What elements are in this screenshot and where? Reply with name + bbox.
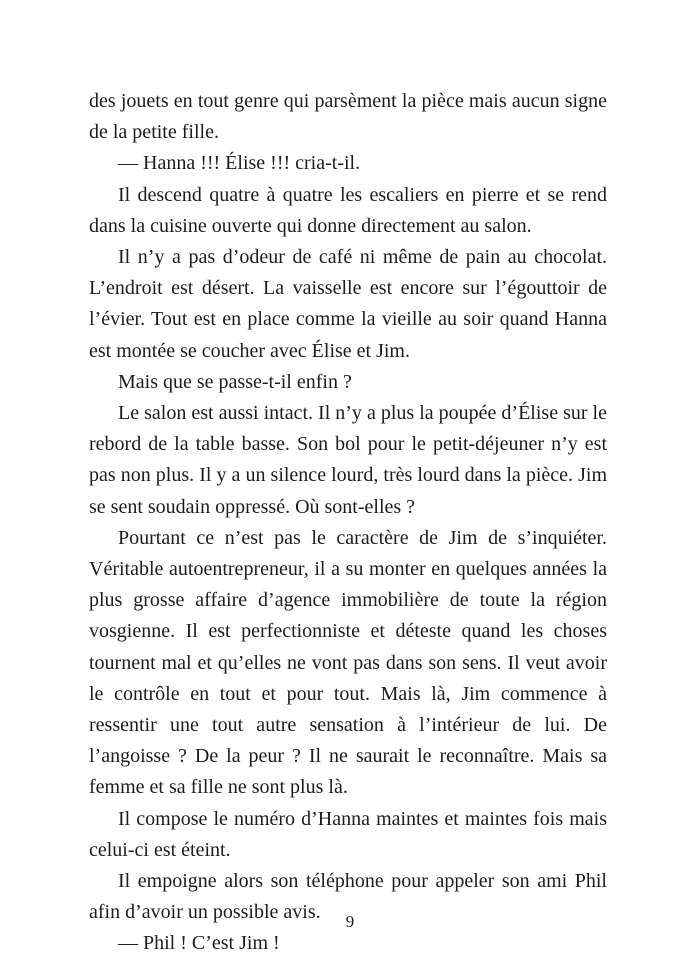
page-number: 9 xyxy=(345,912,355,931)
paragraph: Il empoigne alors son téléphone pour appeler son ami Phil afin d’avoir un possible avis. xyxy=(89,870,607,924)
paragraph: Le salon est aussi intact. Il n’y a plus la poupée d’Élise sur le rebord de la table basse. Son bol pour le petit-déjeuner n’y est pas non plus. Il y a un silence lourd, très lourd dans la pièce. Jim se sent soudain oppressé. Où sont-elles ? xyxy=(89,402,607,518)
paragraph: Il descend quatre à quatre les escaliers en pierre et se rend dans la cuisine ouverte qui donne directement au salon. xyxy=(89,183,607,237)
paragraph: des jouets en tout genre qui parsèment la pièce mais aucun signe de la petite fille. xyxy=(89,90,607,144)
paragraph: Mais que se passe-t-il enfin ? xyxy=(118,370,352,393)
page-body-text xyxy=(89,86,607,960)
paragraph: Pourtant ce n’est pas le caractère de Jim de s’inquiéter. Véritable autoentrepreneur, il a su monter en quelques années la plus grosse affaire d’agence immobilière de toute la région vosgienne. Il est perfectionniste et déteste quand les choses tournent mal et qu’elles ne vont pas dans son sens. Il veut avoir le contrôle en tout et pour tout. Mais là, Jim commence à ressentir une tout autre sensation à l’intérieur de lui. De l’angoisse ? De la peur ? Il ne saurait le reconnaître. Mais sa femme et sa fille ne sont plus là. xyxy=(89,526,607,799)
paragraph-dialogue: — Hanna !!! Élise !!! cria-t-il. xyxy=(118,152,361,175)
paragraph-dialogue: — Phil ! C’est Jim ! xyxy=(118,932,280,955)
paragraph: Il n’y a pas d’odeur de café ni même de pain au chocolat. L’endroit est désert. La vaisselle est encore sur l’égouttoir de l’évier. Tout est en place comme la vieille au soir quand Hanna est montée se coucher avec Élise et Jim. xyxy=(89,246,607,362)
paragraph: Il compose le numéro d’Hanna maintes et maintes fois mais celui-ci est éteint. xyxy=(89,807,607,861)
